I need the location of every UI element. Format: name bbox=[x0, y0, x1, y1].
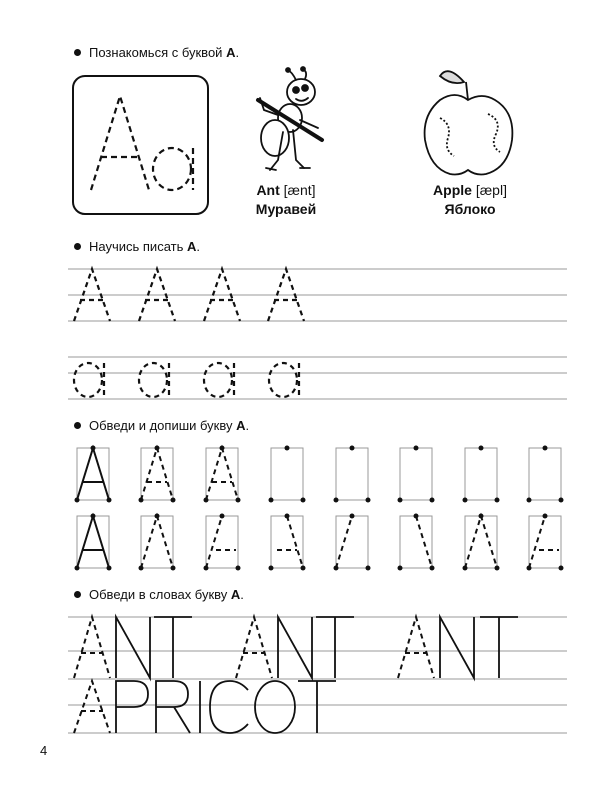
instruction-text: Обведи и допиши букву bbox=[89, 418, 233, 433]
instruction-letter: А bbox=[226, 45, 236, 60]
letter-card-upper-a bbox=[91, 96, 149, 190]
page-number: 4 bbox=[40, 743, 48, 758]
dashed-lower-a-row bbox=[74, 363, 299, 397]
dashed-lower-a bbox=[269, 363, 299, 397]
dashed-a bbox=[74, 681, 110, 733]
instruction-letter: А bbox=[230, 587, 241, 602]
instruction-text: Научись писать bbox=[89, 239, 184, 254]
dashed-lower-a bbox=[204, 363, 234, 397]
letter-card-frame bbox=[73, 76, 208, 214]
trace-box-row-1 bbox=[75, 446, 564, 503]
caption-transcription: [æpl] bbox=[475, 182, 507, 198]
dashed-a bbox=[236, 617, 272, 678]
solid-upper-a bbox=[77, 448, 109, 500]
word-row-ant bbox=[74, 617, 518, 678]
dashed-a bbox=[398, 617, 434, 678]
dashed-lower-a bbox=[74, 363, 104, 397]
instruction-letter: А bbox=[236, 418, 246, 433]
trace-box-row-2 bbox=[75, 514, 564, 571]
caption-word: Apple bbox=[433, 182, 472, 198]
ant-icon bbox=[258, 67, 322, 170]
caption-translation: Яблоко bbox=[444, 201, 496, 217]
caption-word: Ant bbox=[256, 182, 280, 198]
letter-card bbox=[73, 76, 208, 214]
word-row-apricot bbox=[74, 681, 336, 733]
instruction-meet-letter: Познакомься с буквой А. bbox=[74, 45, 239, 60]
caption-transcription: [ænt] bbox=[283, 182, 316, 198]
instruction-letter: А bbox=[187, 239, 197, 254]
instruction-text: Познакомься с буквой bbox=[89, 45, 223, 60]
letter-card-lower-a bbox=[153, 148, 193, 190]
instruction-trace-letter: Обведи и допиши букву А. bbox=[74, 418, 249, 433]
apple-icon bbox=[425, 71, 513, 174]
instruction-learn-write: Научись писать А. bbox=[74, 239, 200, 254]
dashed-lower-a bbox=[139, 363, 169, 397]
caption-translation: Муравей bbox=[255, 201, 317, 217]
instruction-text: Обведи в словах букву bbox=[89, 587, 228, 602]
instruction-trace-words: Обведи в словах букву А. bbox=[74, 587, 244, 602]
dashed-a bbox=[74, 617, 110, 678]
